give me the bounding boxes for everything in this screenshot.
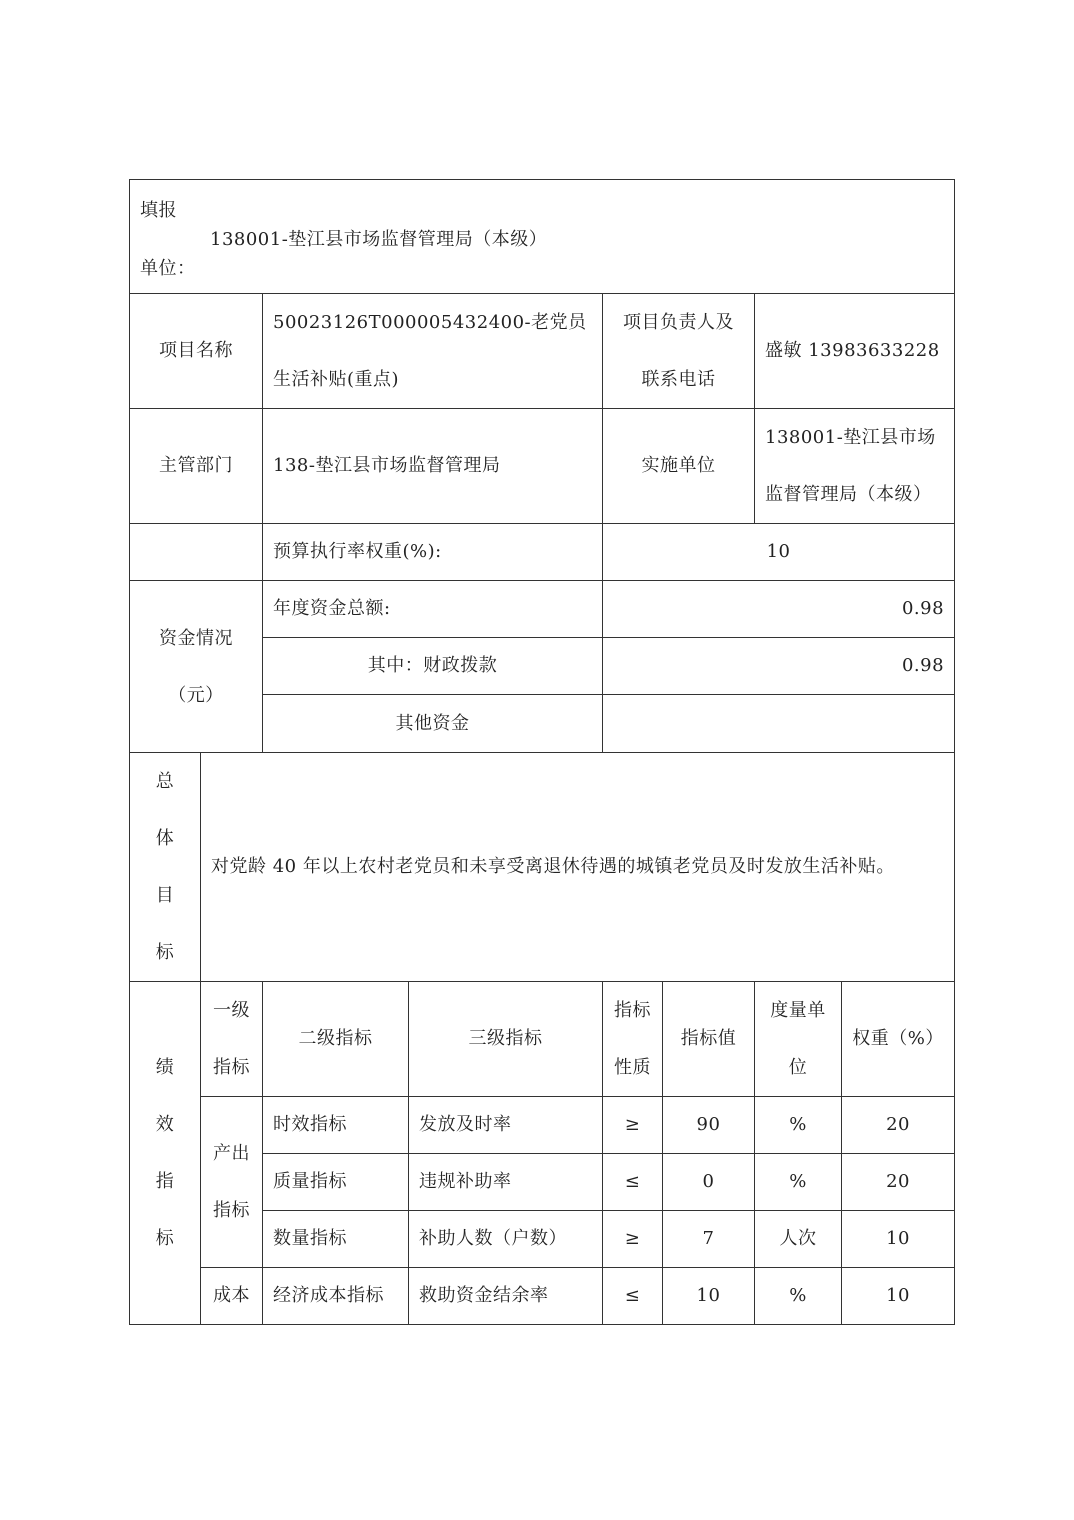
value-cell: 90 bbox=[663, 1097, 755, 1154]
weight-cell: 20 bbox=[842, 1097, 955, 1154]
level3-cell: 救助资金结余率 bbox=[409, 1268, 603, 1325]
funds-label-line1: 资金情况 bbox=[159, 627, 233, 649]
form-table bbox=[129, 179, 955, 1325]
perf-label-char: 绩 bbox=[155, 1057, 175, 1078]
budget-exec-row bbox=[130, 524, 955, 581]
perf-label-char: 效 bbox=[155, 1114, 175, 1135]
project-contact-label: 项目负责人及联系电话 bbox=[603, 294, 755, 409]
weight-cell: 20 bbox=[842, 1154, 955, 1211]
overall-goal-label bbox=[130, 753, 201, 982]
weight-cell: 10 bbox=[842, 1211, 955, 1268]
col-header-weight: 权重（%） bbox=[842, 982, 955, 1097]
group-label-line2: 指标 bbox=[213, 1200, 250, 1221]
level1-output-cell bbox=[201, 1097, 263, 1268]
project-name-label: 项目名称 bbox=[130, 294, 263, 409]
table-row bbox=[130, 1097, 955, 1154]
performance-header-row bbox=[130, 982, 955, 1097]
reporting-unit-value: 138001-垫江县市场监督管理局（本级） bbox=[210, 229, 548, 250]
col-header-nature bbox=[603, 982, 663, 1097]
goal-label-char: 目 bbox=[155, 885, 175, 906]
unit-line2: 位 bbox=[788, 1057, 808, 1078]
department-value: 138-垫江县市场监督管理局 bbox=[263, 409, 603, 524]
level3-cell: 违规补助率 bbox=[409, 1154, 603, 1211]
reporting-unit-cell bbox=[130, 180, 955, 294]
value-cell: 10 bbox=[663, 1268, 755, 1325]
project-contact-value: 盛敏 13983633228 bbox=[755, 294, 955, 409]
implementing-unit-value: 138001-垫江县市场监督管理局（本级） bbox=[755, 409, 955, 524]
table-row bbox=[130, 1268, 955, 1325]
unit-line1: 度量单 bbox=[770, 1000, 826, 1021]
performance-label bbox=[130, 982, 201, 1325]
budget-exec-empty bbox=[130, 524, 263, 581]
level3-cell: 补助人数（户数） bbox=[409, 1211, 603, 1268]
funds-label-line2: （元） bbox=[168, 684, 224, 706]
reporting-unit-label-1: 填报 bbox=[140, 200, 177, 221]
project-name-row bbox=[130, 294, 955, 409]
level2-cell: 时效指标 bbox=[263, 1097, 409, 1154]
unit-cell: % bbox=[755, 1154, 842, 1211]
funds-fiscal-label: 其中：财政拨款 bbox=[263, 638, 603, 695]
value-cell: 0 bbox=[663, 1154, 755, 1211]
funds-other-label: 其他资金 bbox=[263, 695, 603, 753]
nature-cell: ≥ bbox=[603, 1211, 663, 1268]
overall-goal-text: 对党龄 40 年以上农村老党员和未享受离退休待遇的城镇老党员及时发放生活补贴。 bbox=[201, 753, 955, 982]
funds-section-label bbox=[130, 581, 263, 753]
overall-goal-row bbox=[130, 753, 955, 982]
nature-cell: ≤ bbox=[603, 1268, 663, 1325]
budget-exec-label: 预算执行率权重(%): bbox=[263, 524, 603, 581]
funds-total-label: 年度资金总额: bbox=[263, 581, 603, 638]
nature-cell: ≥ bbox=[603, 1097, 663, 1154]
value-cell: 7 bbox=[663, 1211, 755, 1268]
level2-cell: 数量指标 bbox=[263, 1211, 409, 1268]
funds-total-value: 0.98 bbox=[603, 581, 955, 638]
group-label-line1: 产出 bbox=[213, 1143, 250, 1164]
department-label: 主管部门 bbox=[130, 409, 263, 524]
col-header-value: 指标值 bbox=[663, 982, 755, 1097]
implementing-unit-label: 实施单位 bbox=[603, 409, 755, 524]
nature-line2: 性质 bbox=[614, 1057, 651, 1078]
unit-cell: % bbox=[755, 1268, 842, 1325]
reporting-unit-row bbox=[130, 180, 955, 294]
unit-cell: 人次 bbox=[755, 1211, 842, 1268]
goal-label-char: 总 bbox=[155, 771, 175, 792]
level1-line1: 一级 bbox=[213, 1000, 250, 1021]
level2-cell: 经济成本指标 bbox=[263, 1268, 409, 1325]
goal-label-char: 标 bbox=[155, 942, 175, 963]
project-name-value: 50023126T000005432400-老党员生活补贴(重点) bbox=[263, 294, 603, 409]
funds-total-row bbox=[130, 581, 955, 638]
perf-label-char: 标 bbox=[155, 1228, 175, 1249]
level2-cell: 质量指标 bbox=[263, 1154, 409, 1211]
col-header-unit bbox=[755, 982, 842, 1097]
goal-label-char: 体 bbox=[155, 828, 175, 849]
weight-cell: 10 bbox=[842, 1268, 955, 1325]
level1-line2: 指标 bbox=[213, 1057, 250, 1078]
level3-cell: 发放及时率 bbox=[409, 1097, 603, 1154]
unit-cell: % bbox=[755, 1097, 842, 1154]
col-header-level2: 二级指标 bbox=[263, 982, 409, 1097]
level1-cost-cell: 成本 bbox=[201, 1268, 263, 1325]
reporting-unit-label-2: 单位： bbox=[140, 258, 196, 279]
funds-other-value bbox=[603, 695, 955, 753]
performance-goal-form bbox=[129, 179, 954, 1325]
perf-label-char: 指 bbox=[155, 1171, 175, 1192]
department-row bbox=[130, 409, 955, 524]
nature-line1: 指标 bbox=[614, 1000, 651, 1021]
col-header-level1 bbox=[201, 982, 263, 1097]
col-header-level3: 三级指标 bbox=[409, 982, 603, 1097]
nature-cell: ≤ bbox=[603, 1154, 663, 1211]
budget-exec-value: 10 bbox=[603, 524, 955, 581]
funds-fiscal-value: 0.98 bbox=[603, 638, 955, 695]
